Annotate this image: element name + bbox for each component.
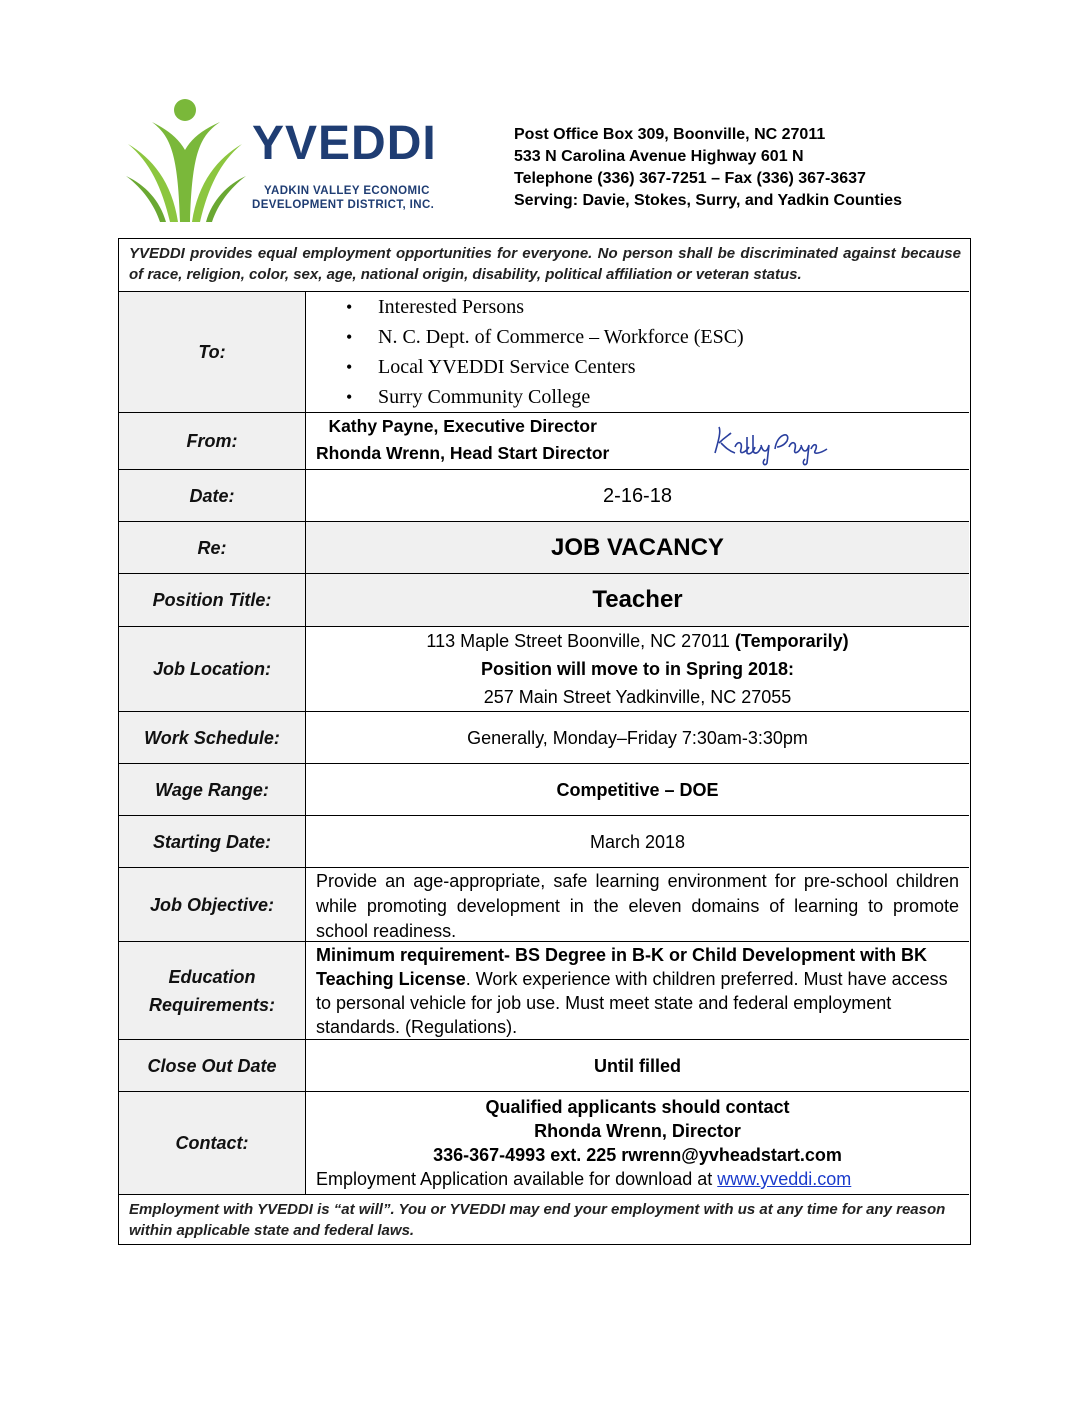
value-date: 2-16-18 [603,484,672,507]
education-text [306,943,969,1039]
row-contact [119,1092,969,1194]
label-starting: Starting Date: [119,816,306,867]
row-education [119,942,969,1040]
row-to [119,292,969,413]
education-minimum: Minimum requirement- BS Degree in B-K or Child Development with BK Teaching License [316,945,928,989]
label-education [119,942,306,1039]
contact-block [306,1095,969,1191]
value-contact [306,1092,969,1194]
logo-subtitle-line-2: DEVELOPMENT DISTRICT, INC. [252,199,435,211]
label-re: Re: [119,522,306,573]
contact-line-1: Qualified applicants should contact [485,1097,790,1117]
from-line-1: Kathy Payne, Executive Director [328,416,597,436]
value-re: JOB VACANCY [306,522,969,573]
row-closeout [119,1040,969,1092]
education-details: . Work experience with children preferred. Must have access to personal vehicle for job use. Must meet state and federal employment standards. (Regulations). [316,969,948,1037]
contact-phone-email: 336-367-4993 ext. 225 rwrenn@yvheadstart.com [433,1145,842,1165]
value-from [306,413,969,469]
label-contact: Contact: [119,1092,306,1194]
letterhead [0,0,1088,240]
value-starting: March 2018 [589,831,686,852]
logo-subtitle [252,184,434,212]
value-schedule: Generally, Monday–Friday 7:30am-3:30pm [467,727,808,748]
eeo-notice: YVEDDI provides equal employment opportunities for everyone. No person shall be discriminated against because of race, religion, color, sex, age, national origin, disability, political affiliation or veteran status. [119,239,969,292]
recipient-list [306,292,744,412]
application-note [306,1167,969,1191]
objective-text: Provide an age-appropriate, safe learning environment for pre-school children while promoting development in the eleven domains of learning to promote school readiness. [316,871,959,941]
row-position [119,574,969,627]
handwritten-signature [709,419,831,469]
address-line: Post Office Box 309, Boonville, NC 27011 [514,126,826,143]
address-line: Serving: Davie, Stokes, Surry, and Yadkin Counties [514,192,902,209]
value-to [306,292,969,412]
location-line-3: 257 Main Street Yadkinville, NC 27055 [483,687,792,707]
recipient-item: • Surry Community College [346,382,744,412]
from-names [316,413,609,467]
label-closeout: Close Out Date [119,1040,306,1091]
row-date [119,470,969,522]
label-schedule: Work Schedule: [119,712,306,763]
label-location: Job Location: [119,627,306,711]
contact-name: Rhonda Wrenn, Director [534,1121,741,1141]
location-line-2: Position will move to in Spring 2018: [480,659,795,679]
logo-wordmark: YVEDDI [252,117,437,170]
value-location [306,627,969,711]
label-education-line-1: Education [168,966,256,987]
application-text: Employment Application available for download at [316,1169,718,1189]
yveddi-logo [122,92,462,226]
value-education [306,942,969,1039]
value-wage: Competitive – DOE [556,779,719,800]
recipient-item: • Local YVEDDI Service Centers [346,352,744,382]
label-education-line-2: Requirements: [148,994,276,1015]
recipient-item: • Interested Persons [346,292,744,322]
org-address [514,124,902,212]
label-from: From: [119,413,306,469]
label-position: Position Title: [119,574,306,626]
leaf-figure-icon [122,92,252,226]
location-temporarily: (Temporarily) [734,631,849,651]
value-closeout: Until filled [594,1055,681,1076]
label-wage: Wage Range: [119,764,306,815]
value-objective [306,868,969,941]
job-vacancy-form [118,238,971,1245]
row-starting [119,816,969,868]
address-line: Telephone (336) 367-7251 – Fax (336) 367-3637 [514,170,866,187]
yveddi-website-link[interactable]: www.yveddi.com [717,1169,852,1189]
location-line-1 [426,627,848,655]
row-schedule [119,712,969,764]
value-position: Teacher [306,574,969,626]
from-line-2: Rhonda Wrenn, Head Start Director [316,443,610,463]
label-to: To: [119,292,306,412]
recipient-item: • N. C. Dept. of Commerce – Workforce (ESC) [346,322,744,352]
at-will-notice: Employment with YVEDDI is “at will”. You or YVEDDI may end your employment with us at any time for any reason within applicable state and federal laws. [119,1194,969,1244]
location-address-current: 113 Maple Street Boonville, NC 27011 [426,631,730,651]
row-location [119,627,969,712]
row-wage [119,764,969,816]
label-date: Date: [119,470,306,521]
row-from [119,413,969,470]
row-objective [119,868,969,942]
label-objective: Job Objective: [119,868,306,941]
address-line: 533 N Carolina Avenue Highway 601 N [514,148,804,165]
row-re [119,522,969,574]
logo-subtitle-line-1: YADKIN VALLEY ECONOMIC [264,185,430,197]
